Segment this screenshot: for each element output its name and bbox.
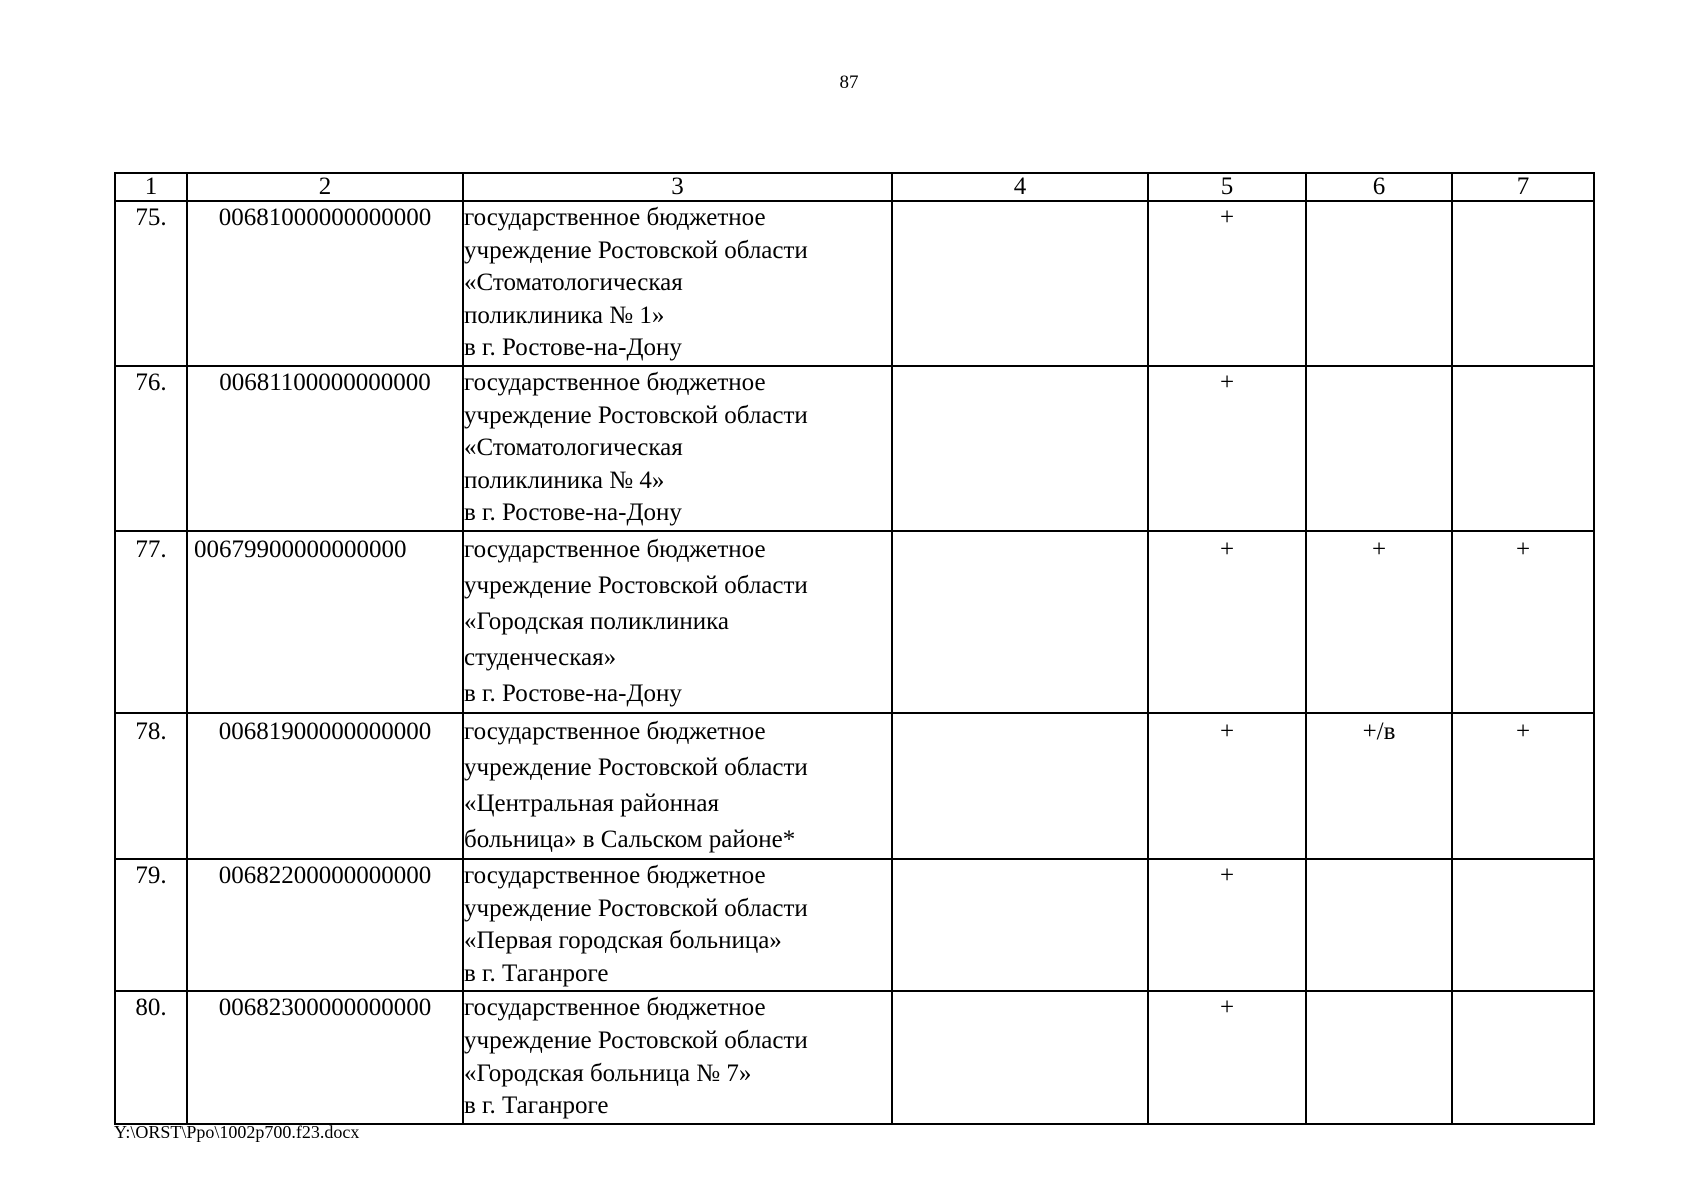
row-col-5: +: [1148, 366, 1306, 531]
name-line: «Первая городская больница»: [464, 927, 782, 955]
name-line: поликлиника № 4»: [464, 466, 665, 494]
name-line: «Городская поликлиника: [464, 607, 729, 635]
row-col-5: +: [1148, 201, 1306, 366]
row-code: 00681000000000000: [187, 201, 463, 366]
column-header-5: 5: [1148, 173, 1306, 201]
name-line: «Стоматологическая: [464, 269, 683, 297]
column-header-7: 7: [1452, 173, 1594, 201]
row-col-7: [1452, 859, 1594, 991]
name-line: государственное бюджетное: [464, 368, 766, 396]
name-line: «Стоматологическая: [464, 434, 683, 462]
row-col-6: +: [1306, 531, 1452, 713]
table-row: [115, 366, 1594, 531]
name-line: студенческая»: [464, 643, 617, 671]
row-col-4: [892, 991, 1148, 1123]
footer-file-path: Y:\ORST\Ppo\1002p700.f23.docx: [114, 1122, 360, 1142]
name-line: государственное бюджетное: [464, 861, 766, 889]
row-col-4: [892, 859, 1148, 991]
name-line: больница» в Сальском районе*: [464, 825, 796, 853]
header-row: [115, 173, 1594, 201]
name-line: в г. Ростове-на-Дону: [464, 679, 682, 707]
row-institution-name: [463, 531, 892, 713]
column-header-2: 2: [187, 173, 463, 201]
column-header-6: 6: [1306, 173, 1452, 201]
row-institution-name: [463, 859, 892, 991]
name-line: государственное бюджетное: [464, 204, 766, 231]
row-col-4: [892, 531, 1148, 713]
row-number: 80.: [115, 991, 187, 1123]
row-code: 00681100000000000: [187, 366, 463, 531]
row-code: 00682200000000000: [187, 859, 463, 991]
row-col-5: +: [1148, 991, 1306, 1123]
row-number: 76.: [115, 366, 187, 531]
row-number: 77.: [115, 531, 187, 713]
name-line: государственное бюджетное: [464, 717, 766, 745]
row-institution-name: [463, 713, 892, 859]
column-header-4: 4: [892, 173, 1148, 201]
table-row: [115, 859, 1594, 991]
row-col-7: +: [1452, 531, 1594, 713]
row-col-6: [1306, 201, 1452, 366]
row-col-7: +: [1452, 713, 1594, 859]
name-line: в г. Таганроге: [464, 959, 609, 987]
name-line: государственное бюджетное: [464, 535, 766, 563]
row-col-7: [1452, 366, 1594, 531]
name-line: «Центральная районная: [464, 789, 720, 817]
row-code: 00679900000000000: [187, 531, 463, 713]
row-institution-name: [463, 201, 892, 366]
row-col-6: +/в: [1306, 713, 1452, 859]
row-code: 00682300000000000: [187, 991, 463, 1123]
row-col-6: [1306, 991, 1452, 1123]
row-institution-name: [463, 991, 892, 1123]
page-number: 87: [839, 72, 859, 93]
registry-table: [114, 172, 1595, 1125]
name-line: государственное бюджетное: [464, 994, 766, 1022]
name-line: в г. Ростове-на-Дону: [464, 334, 682, 362]
row-code: 00681900000000000: [187, 713, 463, 859]
row-institution-name: [463, 366, 892, 531]
name-line: учреждение Ростовской области: [464, 571, 808, 599]
name-line: «Городская больница № 7»: [464, 1059, 752, 1087]
name-line: учреждение Ростовской области: [464, 753, 808, 781]
name-line: учреждение Ростовской области: [464, 1026, 808, 1054]
name-line: учреждение Ростовской области: [464, 894, 808, 922]
row-col-6: [1306, 859, 1452, 991]
row-col-5: +: [1148, 531, 1306, 713]
table-row: [115, 531, 1594, 713]
row-col-4: [892, 366, 1148, 531]
name-line: поликлиника № 1»: [464, 301, 665, 329]
table-row: [115, 713, 1594, 859]
row-col-5: +: [1148, 713, 1306, 859]
row-number: 79.: [115, 859, 187, 991]
row-col-4: [892, 201, 1148, 366]
row-col-7: [1452, 201, 1594, 366]
name-line: в г. Ростове-на-Дону: [464, 499, 682, 527]
column-header-1: 1: [115, 173, 187, 201]
name-line: учреждение Ростовской области: [464, 401, 808, 429]
row-col-4: [892, 713, 1148, 859]
row-col-6: [1306, 366, 1452, 531]
column-header-3: 3: [463, 173, 892, 201]
table-row: [115, 991, 1594, 1123]
row-number: 75.: [115, 201, 187, 366]
row-col-5: +: [1148, 859, 1306, 991]
table-row: [115, 201, 1594, 366]
name-line: в г. Таганроге: [464, 1092, 609, 1120]
row-number: 78.: [115, 713, 187, 859]
row-col-7: [1452, 991, 1594, 1123]
name-line: учреждение Ростовской области: [464, 236, 808, 264]
